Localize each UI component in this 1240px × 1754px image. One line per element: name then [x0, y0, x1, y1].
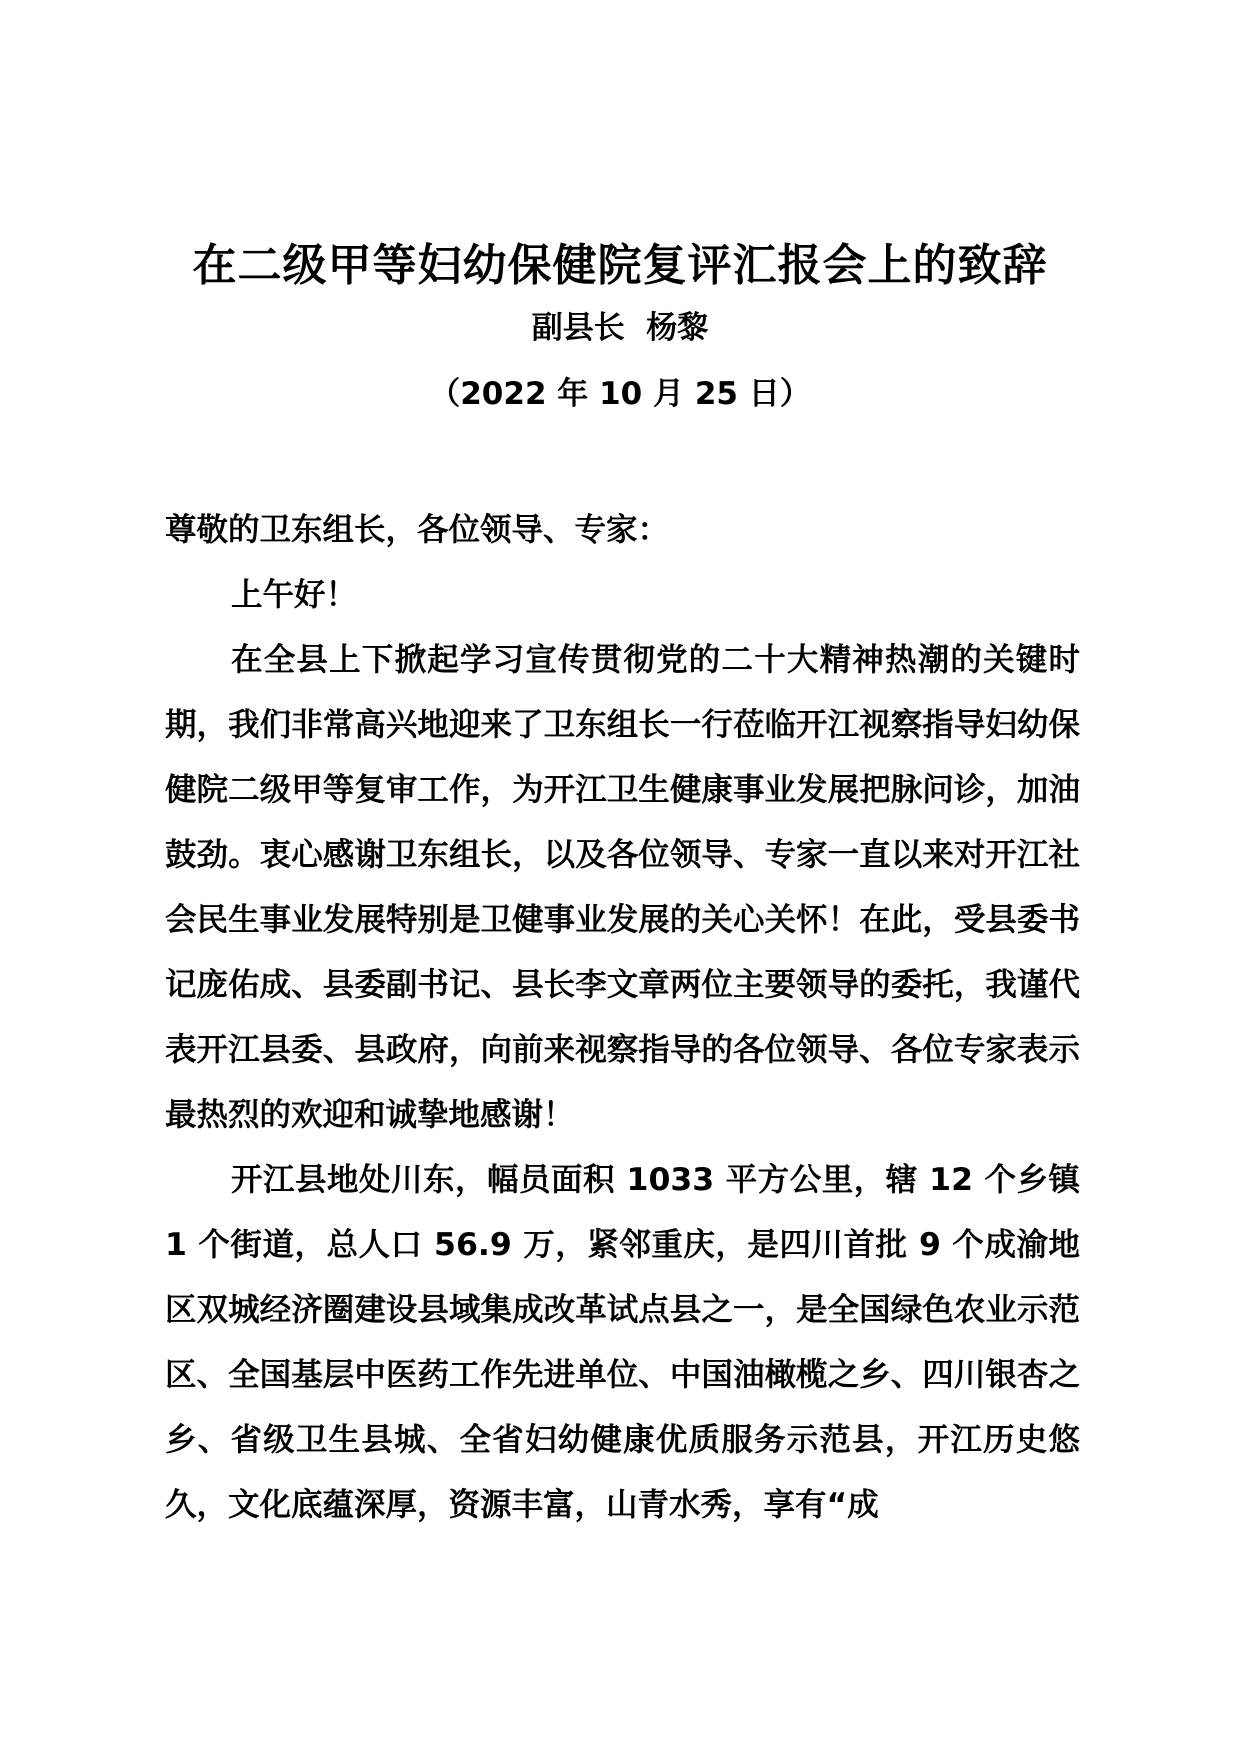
document-title: 在二级甲等妇幼保健院复评汇报会上的致辞: [192, 240, 1048, 291]
paragraph-county-intro: 开江县地处川东，幅员面积 1033 平方公里，辖 12 个乡镇 1 个街道，总人口 56.9 万，紧邻重庆，是四川首批 9 个成渝地区双城经济圈建设县域集成改革试点县之一，是全国绿色农业示范区、全国基层中医药工作先进单位、中国油橄榄之乡、四川银杏之乡、省级卫生县城、全省妇幼健康优质服务示范县，开江历史悠久，文化底蕴深厚，资源丰富，山青水秀，享有“成: [165, 1162, 1080, 1523]
date-line: （2022 年 10 月 25 日）: [429, 376, 811, 412]
author-line: 副县长 杨黎: [531, 310, 709, 346]
document-body: [165, 498, 1080, 1538]
salutation: 尊敬的卫东组长，各位领导、专家：: [165, 512, 670, 548]
paragraph-greeting: 上午好！: [231, 577, 358, 613]
paragraph-welcome: 在全县上下掀起学习宣传贯彻党的二十大精神热潮的关键时期，我们非常高兴地迎来了卫东组长一行莅临开江视察指导妇幼保健院二级甲等复审工作，为开江卫生健康事业发展把脉问诊，加油鼓劲。衷心感谢卫东组长，以及各位领导、专家一直以来对开江社会民生事业发展特别是卫健事业发展的关心关怀！在此，受县委书记庞佑成、县委副书记、县长李文章两位主要领导的委托，我谨代表开江县委、县政府，向前来视察指导的各位领导、各位专家表示最热烈的欢迎和诚挚地感谢！: [165, 642, 1080, 1133]
